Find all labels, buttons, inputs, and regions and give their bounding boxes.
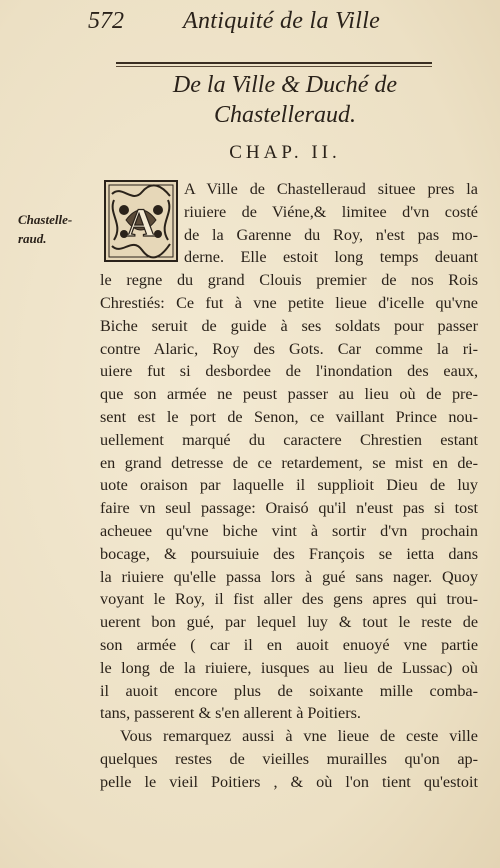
text-line: bocage, & poursuiuie des François se ietta dans bbox=[100, 544, 478, 563]
text-line: pelle le vieil Poitiers , & où l'on tient qu'estoit bbox=[100, 772, 478, 791]
text-line: la riuiere qu'elle passa lors à gué sans nager. Quoy bbox=[100, 567, 478, 586]
text-line: contre Alaric, Roy des Gots. Car comme la ri- bbox=[100, 339, 478, 358]
chapter-title bbox=[100, 70, 470, 130]
chapter-title-line-1: De la Ville & Duché de bbox=[172, 72, 398, 98]
text-line: riuiere de Viéne,& limitee d'vn costé bbox=[184, 202, 478, 221]
marginal-note-line-2: raud. bbox=[18, 231, 47, 246]
marginal-note bbox=[18, 210, 90, 248]
text-line: uiere fut si desbordee de l'inondation des eaux, bbox=[100, 362, 478, 381]
text-line: sent est le port de Senon, ce vaillant Prince nou- bbox=[100, 407, 478, 426]
text-line: il auoit encore plus de soixante mille comba- bbox=[100, 681, 478, 700]
text-line: voyant le Roy, il fist aller des gens apres qui trou- bbox=[100, 590, 478, 609]
page-header bbox=[88, 6, 488, 40]
text-line: uellement marqué du caractere Chrestien estant bbox=[100, 430, 478, 449]
text-line: le regne du grand Clouis premier de nos Rois bbox=[100, 271, 478, 290]
initial-letter: A bbox=[126, 200, 156, 245]
text-line: faire vn seul passage: Oraisó qu'il n'eust pas si tost bbox=[100, 499, 478, 518]
text-line: derne. Elle estoit long temps deuant bbox=[184, 248, 478, 267]
text-line: Vous remarquez aussi à vne lieue de ceste ville bbox=[120, 727, 478, 746]
text-line: uote oraison par laquelle il supplioit Dieu de luy bbox=[100, 476, 478, 495]
text-line: acheuee qu'vne biche vint à sortir d'vn prochain bbox=[100, 521, 478, 540]
marginal-note-line-1: Chastelle- bbox=[18, 212, 73, 227]
chapter-number: CHAP. II. bbox=[229, 142, 341, 163]
text-line: uerent bon gué, par lequel luy & tout le reste de bbox=[100, 613, 478, 632]
text-line: son armée ( car il en auoit enuoyé vne partie bbox=[100, 635, 478, 654]
chapter-title-line-2: Chastelleraud. bbox=[214, 102, 356, 128]
running-title: Antiquité de la Ville bbox=[183, 8, 381, 34]
text-line: A Ville de Chastelleraud situee pres la bbox=[184, 180, 478, 198]
text-line: Biche seruit de guide à ses soldats pour passer bbox=[100, 316, 478, 335]
header-rule-thin bbox=[116, 66, 432, 67]
body-text bbox=[100, 178, 478, 794]
text-line: que son armée ne peust passer au lieu où de pre- bbox=[100, 385, 478, 404]
text-line: Chrestiés: Ce fut à vne petite lieue d'icelle qu'vne bbox=[100, 293, 478, 312]
text-line: en grand detresse de ce retardement, se mist en de- bbox=[100, 453, 478, 472]
text-line: tans, passerent & s'en allerent à Poitiers. bbox=[100, 704, 361, 723]
text-line: le long de la riuiere, iusques au lieu de Lussac) où bbox=[100, 658, 478, 677]
text-line: de la Garenne du Roy, n'est pas mo- bbox=[184, 225, 478, 244]
page-number: 572 bbox=[88, 8, 124, 34]
header-rule bbox=[116, 62, 432, 64]
text-line: quelques restes de vieilles murailles qu'on ap- bbox=[100, 749, 478, 768]
